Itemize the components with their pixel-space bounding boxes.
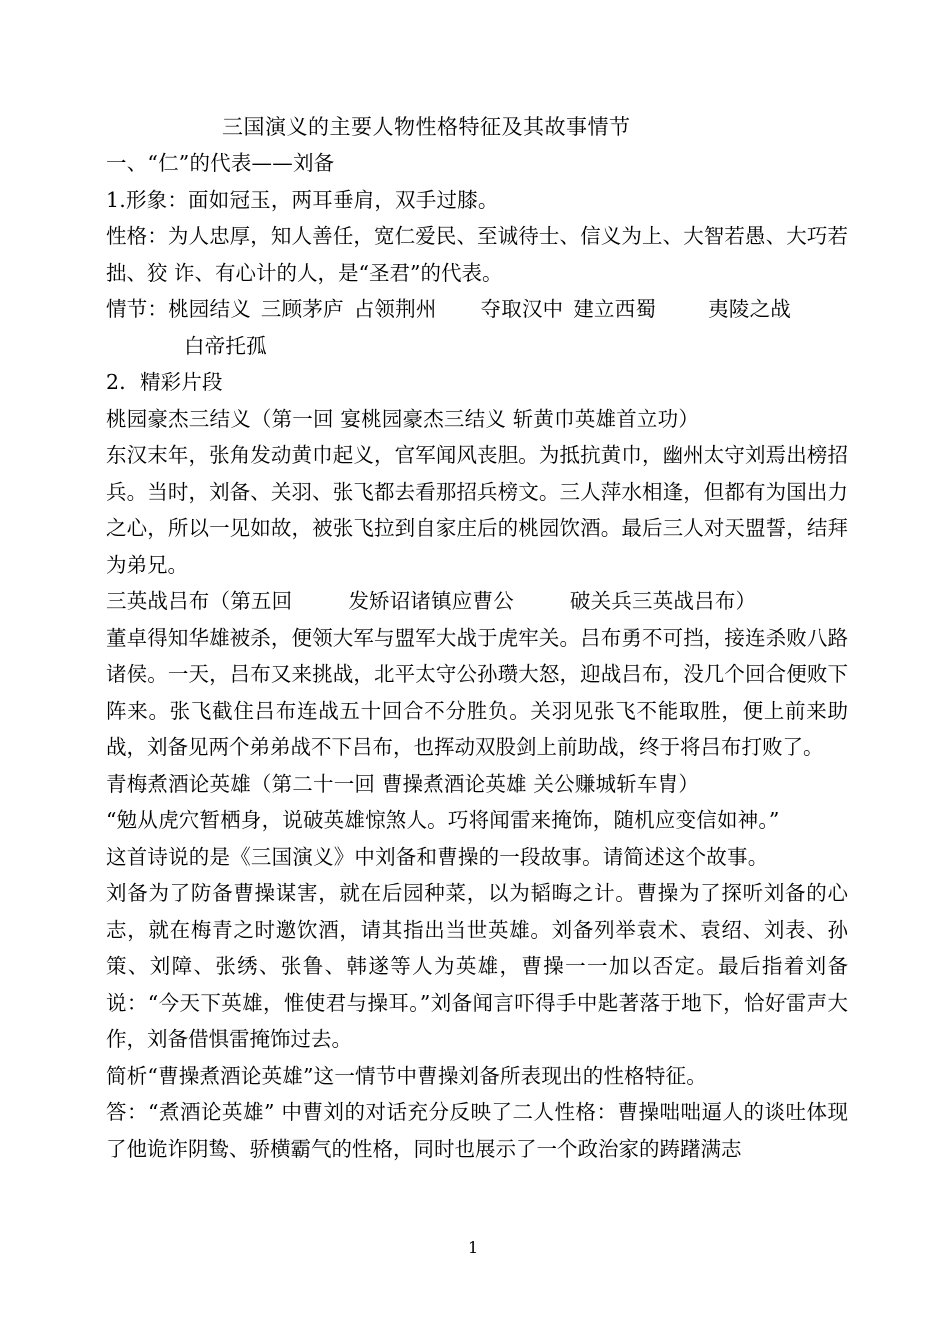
page-number: 1 — [468, 1238, 479, 1257]
plot-line-2 — [106, 328, 848, 365]
episode2-heading-part: 三英战吕布（第五回 — [106, 589, 293, 613]
episode2-heading-part: 破关兵三英战吕布） — [569, 589, 757, 613]
plot-label: 情节： — [106, 297, 169, 321]
plot-item: 占领荆州 — [353, 297, 437, 321]
analysis-prompt: 简析“曹操煮酒论英雄”这一情节中曹操刘备所表现出的性格特征。 — [106, 1063, 707, 1088]
episode2-heading-part: 发矫诏诸镇应曹公 — [348, 589, 514, 613]
section-heading: 一、“仁”的代表——刘备 — [106, 151, 335, 175]
plot-item: 三顾茅庐 — [260, 297, 344, 321]
episode3-poem: “勉从虎穴暂栖身，说破英雄惊煞人。巧将闻雷来掩饰，随机应变信如神。” — [106, 808, 780, 832]
plot-item: 白帝托孤 — [184, 333, 267, 358]
analysis-answer: 答：“煮酒论英雄” 中曹刘的对话充分反映了二人性格：曹操咄咄逼人的谈吐体现了他诡诈阴鸷、骄横霸气的性格，同时也展示了一个政治家的踌躇满志 — [106, 1100, 848, 1161]
episode3-answer: 刘备为了防备曹操谋害，就在后园种菜，以为韬晦之计。曹操为了探听刘备的心志，就在梅青之时邀饮酒，请其指出当世英雄。刘备列举袁术、袁绍、刘表、孙策、刘障、张绣、张鲁、韩遂等人为英雄，曹操一一加以否定。最后指着刘备说：“今天下英雄，惟使君与操耳。”刘备闻言吓得手中匙著落于地下，恰好雷声大作，刘备借惧雷掩饰过去。 — [106, 881, 848, 1051]
episode1-heading: 桃园豪杰三结义（第一回 宴桃园豪杰三结义 斩黄巾英雄首立功） — [106, 406, 700, 431]
personality-paragraph: 性格：为人忠厚，知人善任，宽仁爱民、至诚待士、信义为上、大智若愚、大巧若拙、狡 诈、有心计的人，是“圣君”的代表。 — [106, 224, 848, 285]
episode2-text: 董卓得知华雄被杀，便领大军与盟军大战于虎牢关。吕布勇不可挡，接连杀败八路诸侯。一天，吕布又来挑战，北平太守公孙瓒大怒，迎战吕布，没几个回合便败下阵来。张飞截住吕布连战五十回合不分胜负。关羽见张飞不能取胜，便上前来助战，刘备见两个弟弟战不下吕布，也挥动双股剑上前助战，终于将吕布打败了。 — [106, 625, 848, 759]
page-title: 三国演义的主要人物性格特征及其故事情节 — [222, 115, 631, 139]
document-body — [106, 145, 848, 1167]
appearance-paragraph: 1.形象：面如冠玉，两耳垂肩，双手过膝。 — [106, 187, 499, 212]
highlights-heading: 2．精彩片段 — [106, 370, 223, 394]
plot-item: 夷陵之战 — [708, 297, 791, 321]
episode2-heading — [106, 583, 848, 620]
episode3-heading: 青梅煮酒论英雄（第二十一回 曹操煮酒论英雄 关公赚城斩车胄） — [106, 771, 700, 796]
plot-item: 夺取汉中 — [480, 297, 564, 321]
plot-item: 桃园结义 — [168, 297, 251, 321]
episode3-question: 这首诗说的是《三国演义》中刘备和曹操的一段故事。请简述这个故事。 — [106, 844, 769, 869]
plot-item: 建立西蜀 — [573, 297, 657, 321]
episode1-text: 东汉末年，张角发动黄巾起义，官军闻风丧胆。为抵抗黄巾，幽州太守刘焉出榜招兵。当时，刘备、关羽、张飞都去看那招兵榜文。三人萍水相逢，但都有为国出力之心，所以一见如故，被张飞拉到自家庄后的桃园饮酒。最后三人对天盟誓，结拜为弟兄。 — [106, 443, 848, 577]
plot-list — [106, 291, 848, 364]
plot-line-1 — [106, 291, 848, 328]
